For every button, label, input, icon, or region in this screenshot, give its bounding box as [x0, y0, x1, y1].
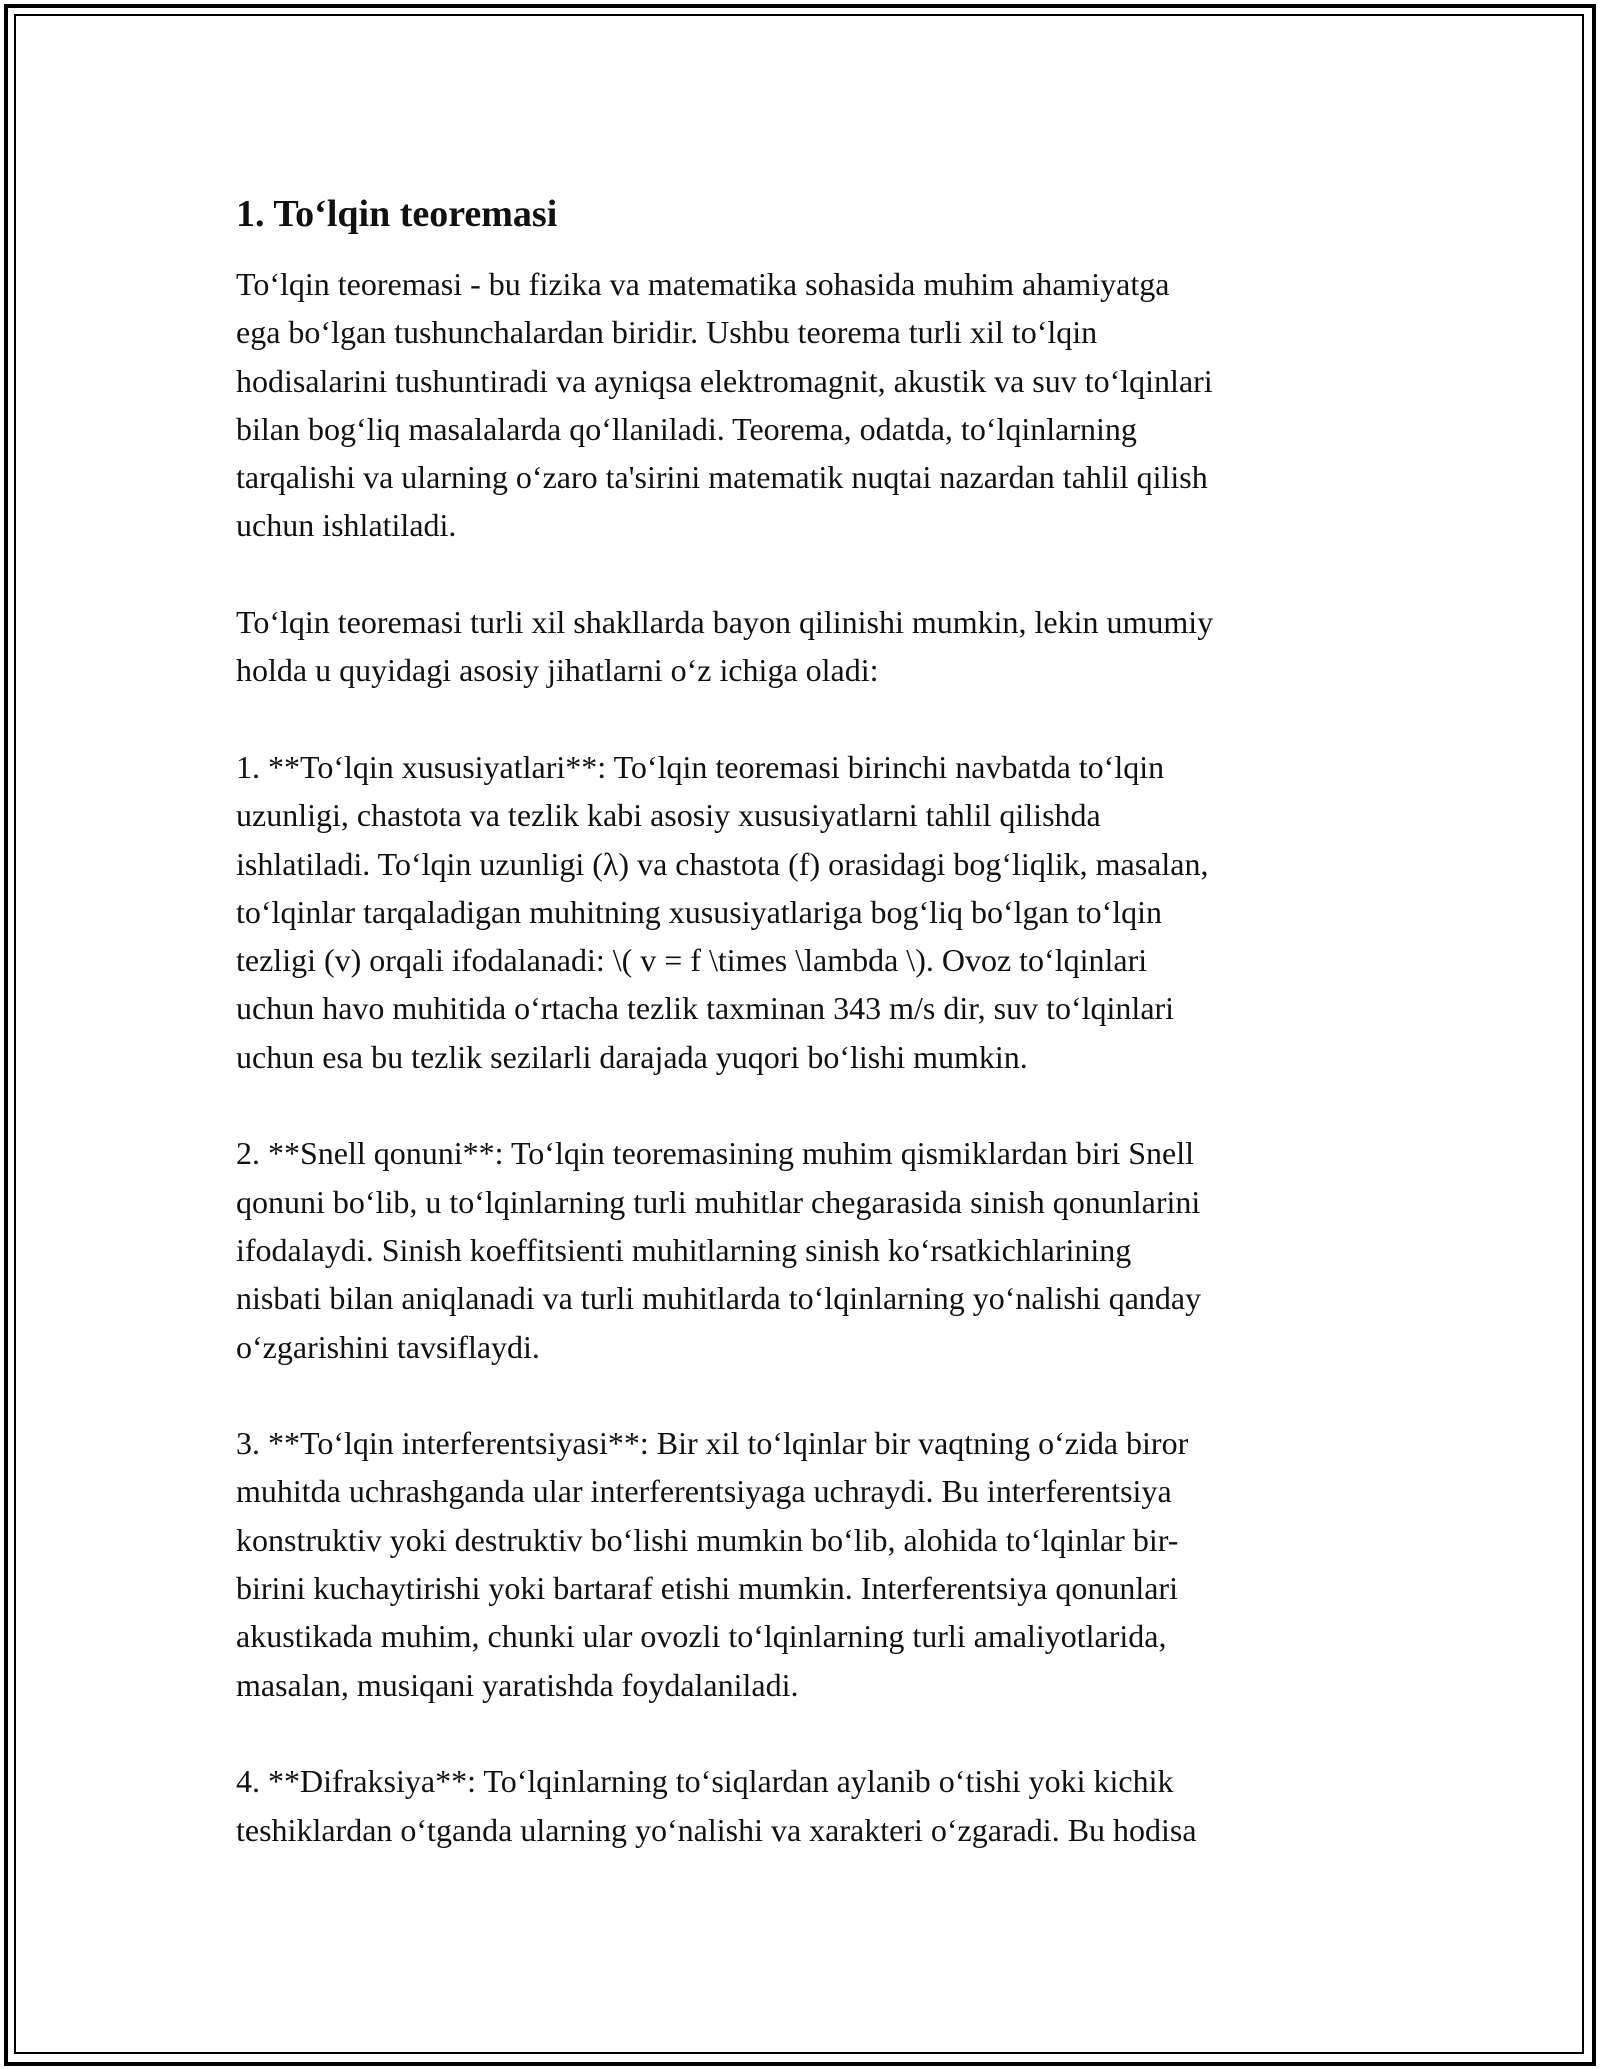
paragraph-item-4 — [236, 1757, 1366, 1854]
text-line: 3. **To‘lqin interferentsiyasi**: Bir xil to‘lqinlar bir vaqtning o‘zida biror — [236, 1425, 1189, 1462]
text-line: muhitda uchrashganda ular interferentsiyaga uchraydi. Bu interferentsiya — [236, 1473, 1172, 1510]
text-line: tezligi (v) orqali ifodalanadi: \( v = f \times \lambda \). Ovoz to‘lqinlari — [236, 942, 1148, 979]
text-line: ifodalaydi. Sinish koeffitsienti muhitlarning sinish ko‘rsatkichlarining — [236, 1231, 1132, 1268]
text-line: hodisalarini tushuntiradi va ayniqsa elektromagnit, akustik va suv to‘lqinlari — [236, 362, 1213, 399]
section-title: 1. To‘lqin teoremasi — [236, 193, 558, 235]
text-line: bilan bog‘liq masalalarda qo‘llaniladi. Teorema, odatda, to‘lqinlarning — [236, 410, 1137, 447]
text-line: 2. **Snell qonuni**: To‘lqin teoremasining muhim qismiklardan biri Snell — [236, 1135, 1194, 1172]
text-line: ishlatiladi. To‘lqin uzunligi (λ) va chastota (f) orasidagi bog‘liqlik, masalan, — [236, 845, 1209, 882]
text-line: tarqalishi va ularning o‘zaro ta'sirini matematik nuqtai nazardan tahlil qilish — [236, 459, 1208, 496]
paragraph-item-1 — [236, 743, 1366, 1081]
text-line: konstruktiv yoki destruktiv bo‘lishi mumkin bo‘lib, alohida to‘lqinlar bir- — [236, 1521, 1179, 1558]
text-line: To‘lqin teoremasi - bu fizika va matematika sohasida muhim ahamiyatga — [236, 266, 1170, 302]
text-line: uchun esa bu tezlik sezilarli darajada yuqori bo‘lishi mumkin. — [236, 1038, 1028, 1075]
text-line: To‘lqin teoremasi turli xil shakllarda bayon qilinishi mumkin, lekin umumiy — [236, 604, 1214, 641]
text-line: o‘zgarishini tavsiflaydi. — [236, 1328, 540, 1365]
text-line: akustikada muhim, chunki ular ovozli to‘lqinlarning turli amaliyotlarida, — [236, 1618, 1167, 1655]
text-line: ega bo‘lgan tushunchalardan biridir. Ushbu teorema turli xil to‘lqin — [236, 314, 1098, 351]
paragraph-intro — [236, 260, 1366, 550]
text-line: uchun havo muhitida o‘rtacha tezlik taxminan 343 m/s dir, suv to‘lqinlari — [236, 990, 1175, 1027]
text-line: birini kuchaytirishi yoki bartaraf etishi mumkin. Interferentsiya qonunlari — [236, 1570, 1178, 1607]
paragraph-item-3 — [236, 1419, 1366, 1709]
document-body — [236, 186, 1366, 1902]
text-line: qonuni bo‘lib, u to‘lqinlarning turli muhitlar chegarasida sinish qonunlarini — [236, 1183, 1201, 1220]
text-line: to‘lqinlar tarqaladigan muhitning xususiyatlariga bog‘liq bo‘lgan to‘lqin — [236, 893, 1163, 930]
text-line: holda u quyidagi asosiy jihatlarni o‘z ichiga oladi: — [236, 652, 879, 689]
text-line: nisbati bilan aniqlanadi va turli muhitlarda to‘lqinlarning yo‘nalishi qanday — [236, 1280, 1202, 1317]
text-line: masalan, musiqani yaratishda foydalaniladi. — [236, 1666, 799, 1703]
text-line: 4. **Difraksiya**: To‘lqinlarning to‘siqlardan aylanib o‘tishi yoki kichik — [236, 1763, 1174, 1800]
paragraph-overview — [236, 598, 1366, 695]
text-line: uchun ishlatiladi. — [236, 507, 457, 544]
paragraph-item-2 — [236, 1129, 1366, 1370]
text-line: 1. **To‘lqin xususiyatlari**: To‘lqin teoremasi birinchi navbatda to‘lqin — [236, 748, 1165, 785]
text-line: uzunligi, chastota va tezlik kabi asosiy xususiyatlarni tahlil qilishda — [236, 797, 1101, 834]
text-line: teshiklardan o‘tganda ularning yo‘nalishi va xarakteri o‘zgaradi. Bu hodisa — [236, 1811, 1197, 1848]
